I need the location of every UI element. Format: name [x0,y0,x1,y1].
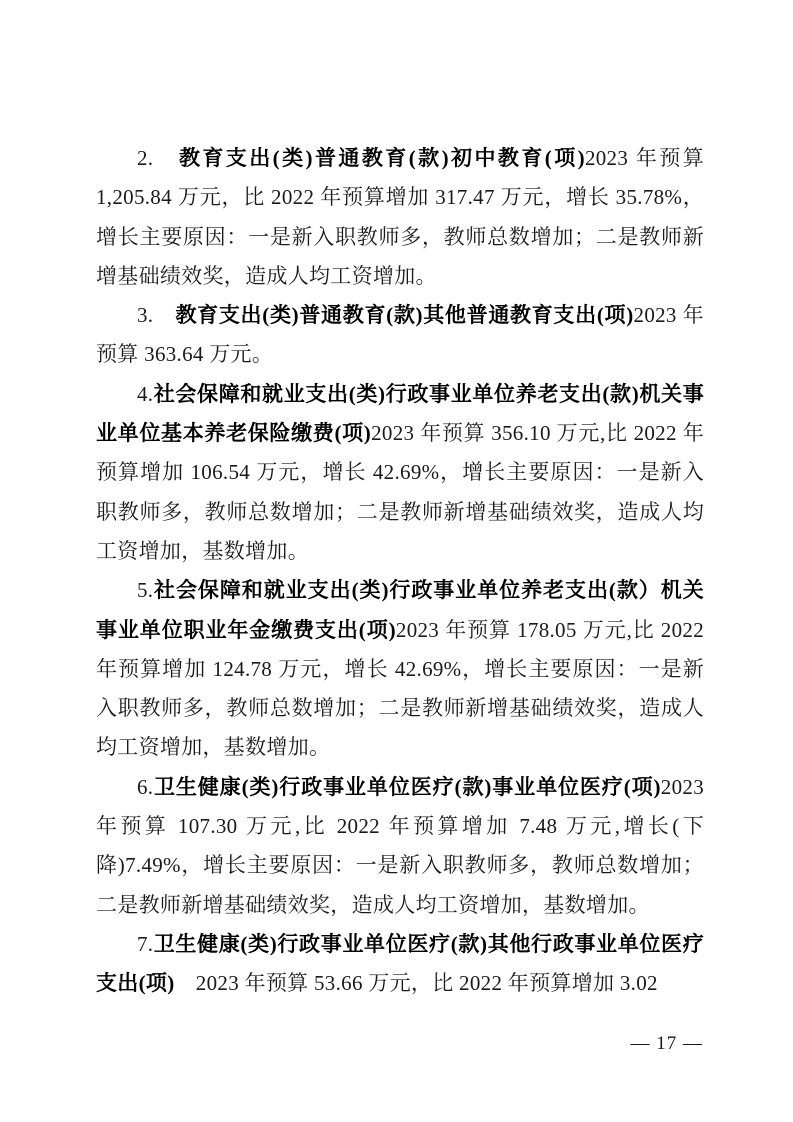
paragraph-heading-text: 卫生健康(类)行政事业单位医疗(款)事业单位医疗(项) [153,774,661,799]
paragraph [96,925,704,1004]
paragraph-body-text: 7. [137,931,154,956]
page-number: — 17 — [630,1033,703,1054]
paragraph [96,139,704,296]
paragraph-body-text: 2023 年预算 363.64 万元。 [96,303,704,367]
paragraph [96,375,704,571]
paragraph-heading-text: 卫生健康(类)行政事业单位医疗(款)其他行政事业单位医疗支出(项) [96,931,704,996]
paragraph-body-text: 2023 年预算 1,205.84 万元，比 2022 年预算增加 317.47 万元，增长 35.78%，增长主要原因：一是新入职教师多，教师总数增加；二是教师新增基础绩效奖，造成人均工资增加。 [96,146,704,288]
paragraph-body-text: 2. [137,146,179,170]
paragraph [96,296,704,375]
paragraph-body-text: 2023 年预算 107.30 万元,比 2022 年预算增加 7.48 万元,增长(下降)7.49%，增长主要原因：一是新入职教师多，教师总数增加；二是教师新增基础绩效奖，造成人均工资增加，基数增加。 [96,774,704,917]
paragraph [96,571,704,767]
paragraph-body-text: 2023 年预算 356.10 万元,比 2022 年预算增加 106.54 万元，增长 42.69%，增长主要原因：一是新入职教师多，教师总数增加；二是教师新增基础绩效奖，造成人均工资增加，基数增加。 [96,421,704,563]
paragraph-body-text: 6. [137,774,154,799]
paragraph-body-text: 4. [137,381,154,406]
paragraph-body-text: 3. [137,303,176,328]
paragraph-heading-text: 教育支出(类)普通教育(款)其他普通教育支出(项) [175,303,634,328]
paragraph-body-text: 2023 年预算 53.66 万元，比 2022 年预算增加 3.02 [174,971,658,996]
paragraph [96,768,704,925]
paragraph-heading-text: 社会保障和就业支出(类)行政事业单位养老支出(款)机关事业单位基本养老保险缴费(项) [96,381,704,446]
paragraph-heading-text: 教育支出(类)普通教育(款)初中教育(项) [178,146,585,170]
paragraph-body-text: 5. [137,578,154,603]
paragraph-heading-text: 社会保障和就业支出(类)行政事业单位养老支出(款）机关事业单位职业年金缴费支出(项) [96,578,704,642]
text-block [96,139,704,1004]
paragraph-body-text: 2023 年预算 178.05 万元,比 2022 年预算增加 124.78 万元，增长 42.69%，增长主要原因：一是新入职教师多，教师总数增加；二是教师新增基础绩效奖，造成人均工资增加，基数增加。 [96,617,704,760]
